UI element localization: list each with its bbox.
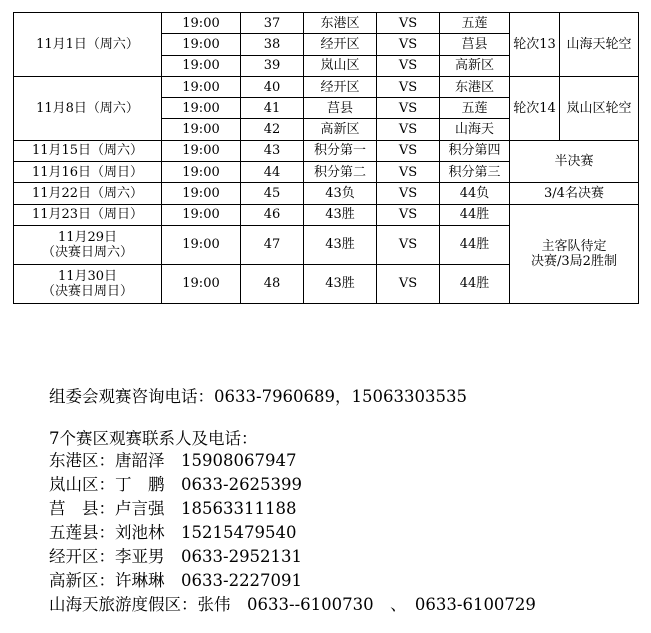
match-number: 46 [241, 204, 304, 225]
match-date-line: （决赛日周日） [41, 283, 133, 299]
match-time: 19:00 [162, 204, 241, 225]
match-time: 19:00 [162, 264, 241, 303]
match-time: 19:00 [162, 55, 241, 76]
schedule-table [13, 12, 639, 304]
away-team: 44胜 [440, 225, 510, 264]
match-time: 19:00 [162, 13, 241, 34]
away-team: 东港区 [440, 76, 510, 97]
match-date: 11月22日（周六） [14, 183, 162, 204]
away-team: 山海天 [440, 119, 510, 140]
home-team: 积分第二 [304, 162, 377, 183]
vs-label: VS [377, 162, 440, 183]
match-number: 38 [241, 34, 304, 55]
contact-line: 五莲县：刘池林 15215479540 [49, 523, 297, 542]
table-row [14, 140, 639, 161]
table-row [14, 13, 639, 34]
consult-phone-line: 组委会观赛咨询电话：0633-7960689，15063303535 [49, 387, 468, 406]
match-number: 41 [241, 98, 304, 119]
vs-label: VS [377, 76, 440, 97]
away-team: 莒县 [440, 34, 510, 55]
match-time: 19:00 [162, 98, 241, 119]
stage-note: 3/4名决赛 [510, 183, 639, 204]
away-team: 44负 [440, 183, 510, 204]
match-time: 19:00 [162, 225, 241, 264]
home-team: 43胜 [304, 204, 377, 225]
match-time: 19:00 [162, 119, 241, 140]
contact-line: 高新区：许琳琳 0633-2227091 [49, 571, 303, 590]
home-team: 经开区 [304, 34, 377, 55]
away-team: 44胜 [440, 264, 510, 303]
stage-note: 半决赛 [510, 140, 639, 183]
match-date: 11月16日（周日） [14, 162, 162, 183]
table-row [14, 204, 639, 225]
away-team: 五莲 [440, 13, 510, 34]
home-team: 高新区 [304, 119, 377, 140]
match-number: 37 [241, 13, 304, 34]
home-team: 43胜 [304, 264, 377, 303]
table-row [14, 76, 639, 97]
home-team: 莒县 [304, 98, 377, 119]
home-team: 经开区 [304, 76, 377, 97]
bye-team: 山海天轮空 [560, 13, 639, 77]
contact-line: 莒 县：卢言强 18563311188 [49, 499, 297, 518]
match-date [14, 225, 162, 264]
vs-label: VS [377, 98, 440, 119]
home-team: 岚山区 [304, 55, 377, 76]
away-team: 五莲 [440, 98, 510, 119]
contact-line: 岚山区：丁 鹏 0633-2625399 [49, 475, 303, 494]
home-team: 43胜 [304, 225, 377, 264]
away-team: 44胜 [440, 204, 510, 225]
match-number: 40 [241, 76, 304, 97]
match-number: 42 [241, 119, 304, 140]
bye-team: 岚山区轮空 [560, 76, 639, 140]
match-time: 19:00 [162, 162, 241, 183]
match-date-line: 11月30日 [57, 268, 118, 284]
table-row [14, 183, 639, 204]
match-date-line: （决赛日周六） [41, 244, 133, 260]
home-team: 东港区 [304, 13, 377, 34]
vs-label: VS [377, 119, 440, 140]
vs-label: VS [377, 225, 440, 264]
match-date: 11月1日（周六） [14, 13, 162, 77]
match-number: 48 [241, 264, 304, 303]
stage-note [510, 204, 639, 303]
vs-label: VS [377, 34, 440, 55]
match-date: 11月23日（周日） [14, 204, 162, 225]
vs-label: VS [377, 204, 440, 225]
vs-label: VS [377, 183, 440, 204]
match-time: 19:00 [162, 76, 241, 97]
contact-line: 东港区：唐韶泽 15908067947 [49, 451, 297, 470]
vs-label: VS [377, 140, 440, 161]
contacts-heading: 7个赛区观赛联系人及电话： [49, 429, 258, 448]
away-team: 高新区 [440, 55, 510, 76]
round-label: 轮次14 [510, 76, 560, 140]
match-time: 19:00 [162, 34, 241, 55]
match-time: 19:00 [162, 183, 241, 204]
match-date [14, 264, 162, 303]
contact-line: 经开区：李亚男 0633-2952131 [49, 547, 303, 566]
match-number: 45 [241, 183, 304, 204]
match-number: 44 [241, 162, 304, 183]
vs-label: VS [377, 55, 440, 76]
vs-label: VS [377, 13, 440, 34]
match-date: 11月8日（周六） [14, 76, 162, 140]
home-team: 43负 [304, 183, 377, 204]
away-team: 积分第三 [440, 162, 510, 183]
match-number: 43 [241, 140, 304, 161]
match-number: 39 [241, 55, 304, 76]
match-time: 19:00 [162, 140, 241, 161]
stage-note-line: 决赛/3局2胜制 [531, 253, 617, 269]
vs-label: VS [377, 264, 440, 303]
contact-line: 山海天旅游度假区：张伟 0633--6100730 、 0633-6100729 [49, 595, 536, 614]
away-team: 积分第四 [440, 140, 510, 161]
match-date: 11月15日（周六） [14, 140, 162, 161]
stage-note-line: 主客队待定 [541, 238, 607, 254]
home-team: 积分第一 [304, 140, 377, 161]
match-date-line: 11月29日 [57, 229, 118, 245]
round-label: 轮次13 [510, 13, 560, 77]
match-number: 47 [241, 225, 304, 264]
